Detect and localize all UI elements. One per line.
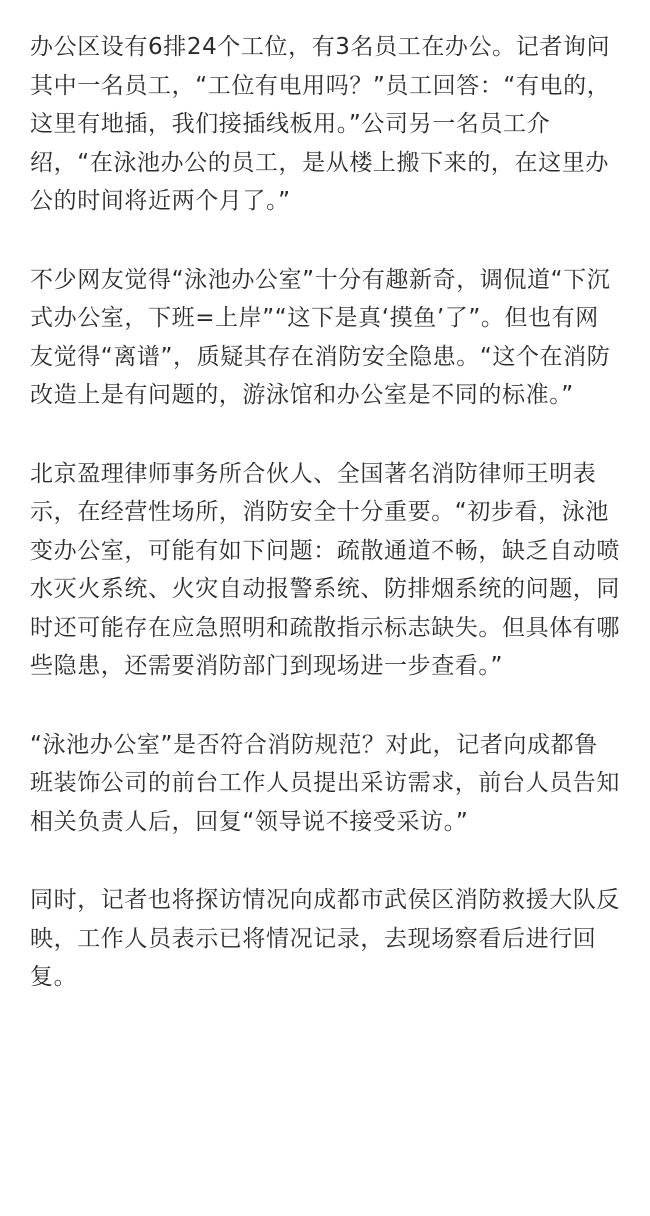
paragraph-netizen-reactions: 不少网友觉得“泳池办公室”十分有趣新奇，调侃道“下沉式办公室，下班=上岸”“这下是真‘摸鱼’了”。但也有网友觉得“离谱”，质疑其存在消防安全隐患。“这个在消防改造上是有问题的，游泳馆和办公室是不同的标准。” [30,266,611,408]
paragraph-office-area: 办公区设有6排24个工位，有3名员工在办公。记者询问其中一名员工，“工位有电用吗？”员工回答：“有电的，这里有地插，我们接插线板用。”公司另一名员工介绍，“在泳池办公的员工，是从楼上搬下来的，在这里办公的时间将近两个月了。” [30,34,611,214]
paragraph-lawyer-comment: 北京盈理律师事务所合伙人、全国著名消防律师王明表示，在经营性场所，消防安全十分重要。“初步看，泳池变办公室，可能有如下问题：疏散通道不畅，缺乏自动喷水灭火系统、火灾自动报警系统、防排烟系统的问题，同时还可能存在应急照明和疏散指示标志缺失。但具体有哪些隐患，还需要消防部门到现场进一步查看。” [30,460,620,679]
paragraph-fire-department: 同时，记者也将探访情况向成都市武侯区消防救援大队反映，工作人员表示已将情况记录，去现场察看后进行回复。 [30,887,620,990]
paragraph-company-response: “泳池办公室”是否符合消防规范？对此，记者向成都鲁班装饰公司的前台工作人员提出采访需求，前台人员告知相关负责人后，回复“领导说不接受采访。” [30,731,620,835]
